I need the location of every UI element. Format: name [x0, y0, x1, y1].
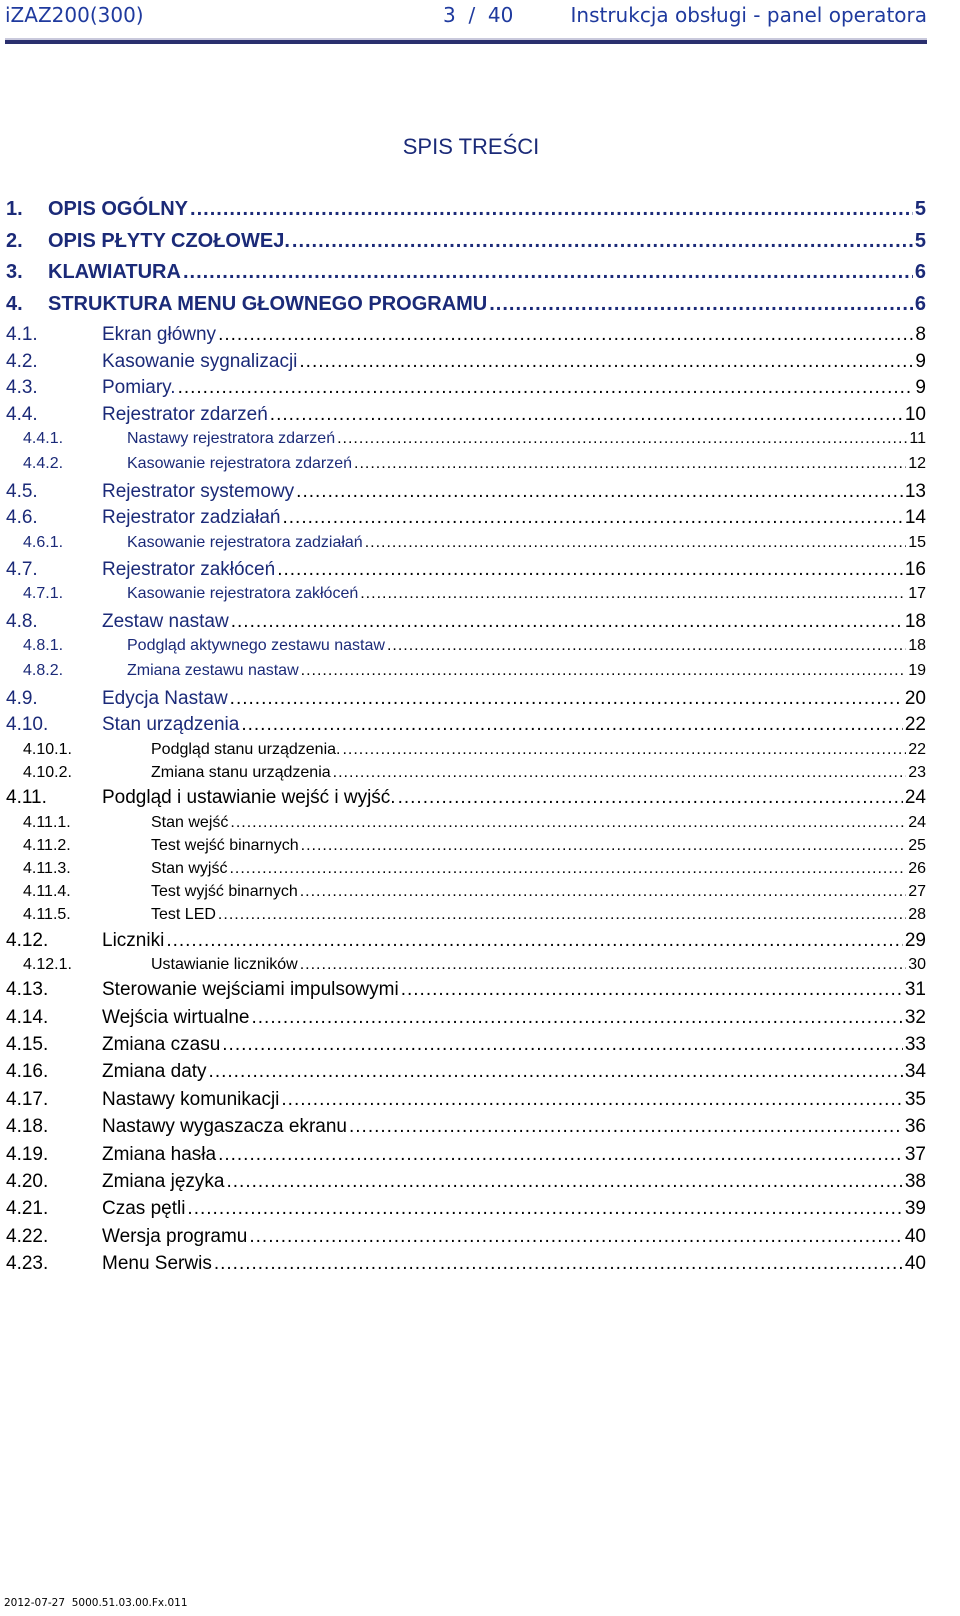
toc-entry[interactable]	[6, 1198, 926, 1225]
toc-entry-number: 4.9.	[6, 687, 38, 709]
toc-entry[interactable]	[6, 324, 926, 351]
toc-entry-leader	[241, 714, 903, 736]
toc-entry-leader	[277, 559, 903, 581]
toc-entry[interactable]	[6, 714, 926, 741]
footer-date: 2012-07-27	[4, 1597, 66, 1609]
toc-entry[interactable]	[6, 956, 926, 979]
toc-entry-page: 32	[904, 1006, 926, 1028]
toc-entry-number: 4.12.	[6, 929, 49, 951]
toc-entry[interactable]	[6, 814, 926, 837]
toc-entry-number: 4.4.1.	[23, 430, 64, 447]
toc-entry-leader	[282, 507, 902, 529]
toc-entry-page: 16	[904, 558, 926, 580]
toc-entry[interactable]	[6, 837, 926, 860]
toc-entry-label: KLAWIATURA	[48, 261, 181, 283]
toc-entry[interactable]	[6, 481, 926, 508]
toc-entry-number: 4.8.2.	[23, 662, 64, 680]
toc-entry-page: 22	[904, 714, 926, 736]
toc-entry-leader	[183, 261, 913, 284]
toc-entry[interactable]	[6, 906, 926, 929]
toc-entry-leader	[360, 585, 906, 603]
toc-entry-number: 4.5.	[6, 480, 38, 502]
toc-entry-number: 3.	[6, 261, 23, 283]
toc-entry-page: 12	[908, 455, 926, 473]
toc-entry-number: 4.17.	[6, 1088, 49, 1110]
toc-entry-label: Test wyjść binarnych	[151, 883, 298, 901]
toc-entry-number: 4.	[6, 292, 23, 315]
toc-entry[interactable]	[6, 1144, 926, 1171]
toc-entry-leader	[349, 1116, 903, 1138]
toc-entry-label: OPIS OGÓLNY	[48, 198, 189, 220]
toc-entry-page: 8	[915, 324, 926, 345]
toc-entry-leader	[270, 404, 903, 426]
toc-entry-leader	[227, 1171, 903, 1193]
toc-entry-label: Zmiana czasu	[102, 1034, 221, 1056]
page-footer	[4, 1597, 188, 1609]
toc-entry[interactable]	[6, 1034, 926, 1061]
toc-entry-leader	[342, 741, 906, 759]
toc-entry-label: Zmiana zestawu nastaw	[127, 662, 299, 680]
toc-entry-number: 4.22.	[6, 1225, 49, 1247]
toc-entry[interactable]	[6, 261, 926, 293]
document-title: Instrukcja obsługi - panel operatora	[570, 3, 927, 27]
toc-entry-leader	[301, 662, 907, 680]
toc-entry-leader	[489, 293, 913, 316]
toc-entry[interactable]	[6, 1007, 926, 1034]
toc-entry-leader	[365, 534, 907, 552]
toc-entry-number: 4.11.5.	[23, 906, 71, 924]
toc-entry[interactable]	[6, 930, 926, 957]
toc-entry-leader	[230, 688, 903, 710]
toc-entry-label: Stan wejść	[151, 813, 229, 831]
toc-entry-page: 9	[915, 377, 926, 398]
toc-entry-page: 20	[904, 687, 926, 709]
toc-entry-label: Wersja programu	[102, 1225, 248, 1247]
toc-entry[interactable]	[6, 662, 926, 687]
toc-entry-label: Podgląd stanu urządzenia.	[151, 740, 341, 758]
toc-entry[interactable]	[6, 787, 926, 814]
toc-entry-number: 4.19.	[6, 1143, 49, 1165]
toc-entry-number: 4.11.1.	[23, 813, 71, 831]
table-of-contents	[6, 198, 926, 1281]
toc-entry-page: 17	[908, 585, 926, 603]
toc-entry-leader	[251, 1007, 902, 1029]
toc-entry[interactable]	[6, 764, 926, 787]
toc-entry-label: Sterowanie wejściami impulsowymi	[102, 979, 399, 1001]
toc-entry-page: 18	[904, 610, 926, 632]
toc-entry-leader	[209, 1061, 903, 1083]
toc-entry-leader	[178, 377, 914, 399]
toc-entry-leader	[300, 883, 906, 901]
toc-entry[interactable]	[6, 611, 926, 638]
toc-entry-number: 4.13.	[6, 979, 49, 1001]
toc-entry-number: 4.23.	[6, 1253, 49, 1275]
header-divider	[5, 38, 927, 44]
toc-entry-number: 4.7.1.	[23, 585, 64, 603]
toc-entry-label: Czas pętli	[102, 1198, 186, 1220]
toc-entry-page: 26	[908, 860, 926, 878]
toc-entry-leader	[214, 1253, 903, 1275]
toc-entry-number: 4.4.2.	[23, 455, 64, 473]
toc-entry-label: Edycja Nastaw	[102, 687, 228, 709]
toc-entry[interactable]	[6, 198, 926, 230]
toc-entry[interactable]	[6, 741, 926, 764]
toc-entry-page: 24	[904, 787, 926, 809]
toc-entry-number: 4.6.1.	[23, 533, 64, 551]
toc-entry-number: 4.6.	[6, 507, 38, 529]
toc-entry-label: Test LED	[151, 906, 216, 924]
toc-entry[interactable]	[6, 637, 926, 662]
toc-entry-label: Zmiana hasła	[102, 1143, 217, 1165]
toc-entry-leader	[337, 430, 907, 448]
toc-entry-label: Kasowanie rejestratora zakłóceń	[127, 585, 359, 603]
toc-entry-label: Test wejść binarnych	[151, 836, 299, 854]
toc-entry-label: Kasowanie rejestratora zadziałań	[127, 533, 363, 551]
toc-entry[interactable]	[6, 430, 926, 455]
page-total: 40	[487, 3, 514, 27]
toc-entry-leader	[229, 860, 906, 878]
toc-entry-number: 4.10.	[6, 714, 49, 736]
toc-entry-page: 38	[904, 1171, 926, 1193]
toc-entry-label: Podgląd i ustawianie wejść i wyjść.	[102, 787, 396, 809]
toc-entry-label: Podgląd aktywnego zestawu nastaw	[127, 637, 385, 655]
toc-entry[interactable]	[6, 404, 926, 431]
toc-entry-label: Pomiary.	[102, 377, 176, 398]
toc-entry-page: 24	[908, 813, 926, 831]
toc-entry-page: 5	[914, 229, 926, 252]
toc-entry[interactable]	[6, 585, 926, 610]
toc-entry-number: 4.4.	[6, 403, 38, 425]
toc-entry-label: Kasowanie sygnalizacji	[102, 350, 298, 372]
toc-entry-page: 37	[904, 1143, 926, 1165]
toc-entry-leader	[300, 956, 906, 974]
toc-entry-number: 4.8.	[6, 610, 38, 632]
toc-entry-label: Ekran główny	[102, 324, 217, 345]
toc-entry-label: STRUKTURA MENU GŁOWNEGO PROGRAMU	[48, 292, 488, 315]
toc-entry-leader	[354, 455, 906, 473]
toc-entry[interactable]	[6, 1061, 926, 1088]
toc-entry-page: 6	[914, 261, 926, 283]
toc-entry-number: 4.11.	[6, 787, 47, 809]
toc-entry-page: 36	[904, 1116, 926, 1138]
toc-entry-number: 4.21.	[6, 1198, 49, 1220]
toc-entry[interactable]	[6, 351, 926, 378]
toc-entry-leader	[218, 906, 906, 924]
toc-entry-number: 4.12.1.	[23, 956, 72, 974]
page-header	[5, 0, 927, 30]
toc-entry[interactable]	[6, 979, 926, 1006]
toc-entry[interactable]	[6, 860, 926, 883]
toc-entry-page: 25	[908, 836, 926, 854]
toc-entry-label: Stan urządzenia	[102, 714, 240, 736]
toc-entry-number: 4.2.	[6, 350, 38, 372]
toc-entry-number: 4.7.	[6, 558, 38, 580]
toc-entry[interactable]	[6, 883, 926, 906]
toc-entry-number: 4.11.2.	[23, 836, 71, 854]
toc-entry-page: 15	[908, 533, 926, 551]
toc-title: SPIS TREŚCI	[402, 134, 540, 159]
toc-entry-label: OPIS PŁYTY CZOŁOWEJ.	[48, 229, 290, 252]
toc-entry-page: 11	[909, 430, 926, 447]
toc-entry-leader	[387, 637, 906, 655]
toc-entry-leader	[166, 930, 903, 952]
toc-entry[interactable]	[6, 1116, 926, 1143]
toc-entry-page: 31	[904, 979, 926, 1001]
toc-entry-page: 30	[908, 956, 926, 974]
toc-entry-number: 4.16.	[6, 1061, 49, 1083]
toc-entry-page: 40	[904, 1225, 926, 1247]
toc-entry-page: 35	[904, 1088, 926, 1110]
toc-entry-leader	[218, 324, 913, 346]
toc-entry-label: Zmiana daty	[102, 1061, 207, 1083]
toc-entry-number: 4.11.4.	[23, 883, 71, 901]
toc-entry-page: 22	[908, 740, 926, 758]
footer-doc-code: 5000.51.03.00.Fx.011	[71, 1597, 188, 1609]
toc-entry-label: Ustawianie liczników	[151, 956, 298, 974]
toc-entry-leader	[398, 787, 903, 809]
toc-entry-leader	[292, 230, 913, 253]
toc-entry-page: 9	[915, 350, 926, 372]
toc-entry-page: 10	[904, 403, 926, 425]
toc-entry-page: 19	[908, 662, 926, 680]
toc-entry[interactable]	[6, 230, 926, 262]
toc-entry-leader	[231, 611, 903, 633]
toc-entry-label: Rejestrator systemowy	[102, 480, 295, 502]
toc-entry[interactable]	[6, 377, 926, 404]
toc-entry-leader	[301, 837, 907, 855]
toc-entry-leader	[333, 764, 907, 782]
toc-entry-number: 4.11.3.	[23, 860, 71, 878]
toc-entry[interactable]	[6, 688, 926, 715]
toc-entry-leader	[222, 1034, 903, 1056]
toc-entry-label: Zestaw nastaw	[102, 610, 229, 632]
toc-entry-page: 23	[908, 763, 926, 781]
toc-entry-page: 29	[904, 929, 926, 951]
toc-entry-number: 4.20.	[6, 1171, 49, 1193]
toc-entry-number: 4.1.	[6, 324, 38, 345]
toc-entry-page: 18	[908, 637, 926, 655]
toc-entry-number: 2.	[6, 229, 23, 252]
page-indicator	[443, 3, 513, 27]
toc-entry-label: Zmiana stanu urządzenia	[151, 763, 331, 781]
toc-entry-page: 14	[904, 507, 926, 529]
toc-entry-label: Rejestrator zakłóceń	[102, 558, 276, 580]
toc-entry-label: Wejścia wirtualne	[102, 1006, 250, 1028]
toc-entry-page: 39	[904, 1198, 926, 1220]
toc-entry-label: Nastawy wygaszacza ekranu	[102, 1116, 347, 1138]
toc-entry[interactable]	[6, 293, 926, 325]
toc-entry-number: 4.18.	[6, 1116, 49, 1138]
toc-entry-label: Nastawy rejestratora zdarzeń	[127, 430, 336, 447]
toc-entry[interactable]	[6, 559, 926, 586]
toc-entry-number: 1.	[6, 198, 23, 220]
toc-entry-page: 6	[914, 292, 926, 315]
toc-entry[interactable]	[6, 455, 926, 480]
toc-entry[interactable]	[6, 1089, 926, 1116]
toc-entry-number: 4.14.	[6, 1006, 49, 1028]
toc-entry-leader	[401, 979, 903, 1001]
toc-entry[interactable]	[6, 534, 926, 559]
toc-entry-label: Nastawy komunikacji	[102, 1088, 280, 1110]
toc-entry-label: Rejestrator zdarzeń	[102, 403, 268, 425]
toc-entry-label: Rejestrator zadziałań	[102, 507, 281, 529]
toc-entry-leader	[230, 814, 906, 832]
toc-entry-number: 4.8.1.	[23, 637, 64, 655]
toc-entry-label: Zmiana języka	[102, 1171, 225, 1193]
toc-entry-page: 33	[904, 1034, 926, 1056]
toc-entry[interactable]	[6, 1253, 926, 1280]
toc-entry[interactable]	[6, 507, 926, 534]
toc-entry-label: Menu Serwis	[102, 1253, 212, 1275]
toc-entry-leader	[218, 1144, 903, 1166]
toc-entry-leader	[249, 1226, 902, 1248]
toc-entry-page: 28	[908, 906, 926, 924]
toc-entry-leader	[187, 1198, 902, 1220]
toc-entry-number: 4.15.	[6, 1034, 49, 1056]
toc-entry-number: 4.3.	[6, 377, 38, 398]
toc-entry-page: 27	[908, 883, 926, 901]
toc-entry-page: 40	[904, 1253, 926, 1275]
toc-entry-number: 4.10.1.	[23, 740, 72, 758]
toc-entry-leader	[299, 351, 913, 373]
toc-entry-label: Liczniki	[102, 929, 165, 951]
toc-entry[interactable]	[6, 1171, 926, 1198]
product-name: iZAZ200(300)	[5, 3, 144, 27]
toc-entry-leader	[296, 481, 903, 503]
toc-entry-leader	[281, 1089, 902, 1111]
toc-entry-label: Stan wyjść	[151, 860, 228, 878]
toc-entry-label: Kasowanie rejestratora zdarzeń	[127, 455, 353, 473]
toc-entry-page: 13	[904, 480, 926, 502]
page-current: 3	[443, 3, 456, 27]
page-separator: /	[468, 3, 476, 27]
toc-entry-leader	[190, 198, 913, 221]
toc-entry[interactable]	[6, 1226, 926, 1253]
toc-entry-page: 34	[904, 1061, 926, 1083]
toc-entry-number: 4.10.2.	[23, 763, 72, 781]
toc-entry-page: 5	[914, 198, 926, 220]
